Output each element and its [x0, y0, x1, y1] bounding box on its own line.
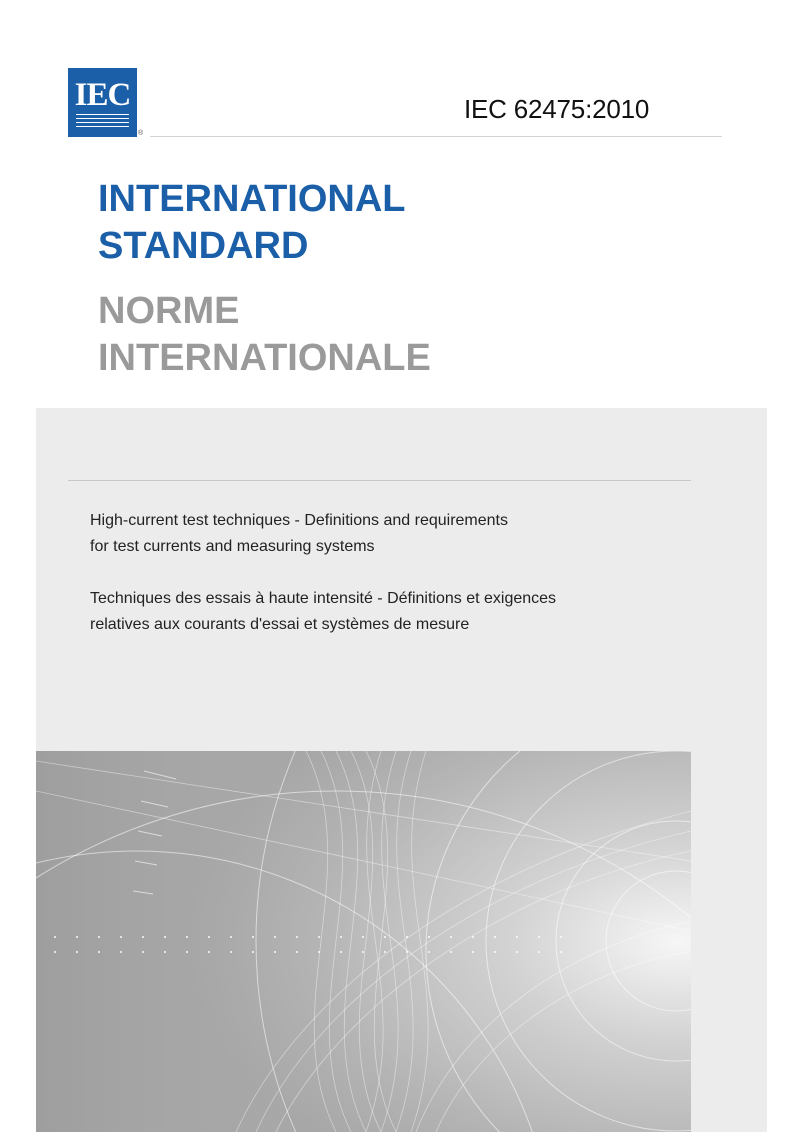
subtitle-english-line: High-current test techniques - Definitions and requirements — [90, 512, 508, 529]
iec-logo — [68, 68, 137, 137]
title-french — [98, 288, 431, 382]
header-divider — [150, 136, 722, 137]
logo-text: IEC — [74, 77, 131, 113]
title-french-line: NORME — [98, 290, 240, 332]
subtitle-english-line: for test currents and measuring systems — [90, 538, 375, 555]
logo-stripe — [76, 118, 129, 119]
subtitle-french-line: relatives aux courants d'essai et systèmes de mesure — [90, 616, 470, 633]
title-english-line: INTERNATIONAL — [98, 178, 406, 220]
subtitle-english — [90, 508, 508, 560]
subtitle-french — [90, 586, 556, 638]
logo-stripe — [76, 126, 129, 127]
title-english-line: STANDARD — [98, 225, 309, 267]
logo-stripe — [76, 114, 129, 115]
logo-stripe — [76, 122, 129, 123]
cover-artwork — [36, 751, 691, 1132]
title-french-line: INTERNATIONALE — [98, 337, 431, 379]
title-english — [98, 176, 406, 270]
subtitle-french-line: Techniques des essais à haute intensité - Définitions et exigences — [90, 590, 557, 607]
registered-mark: ® — [138, 130, 144, 137]
standard-number: IEC 62475:2010 — [464, 94, 650, 124]
panel-divider — [68, 480, 691, 481]
